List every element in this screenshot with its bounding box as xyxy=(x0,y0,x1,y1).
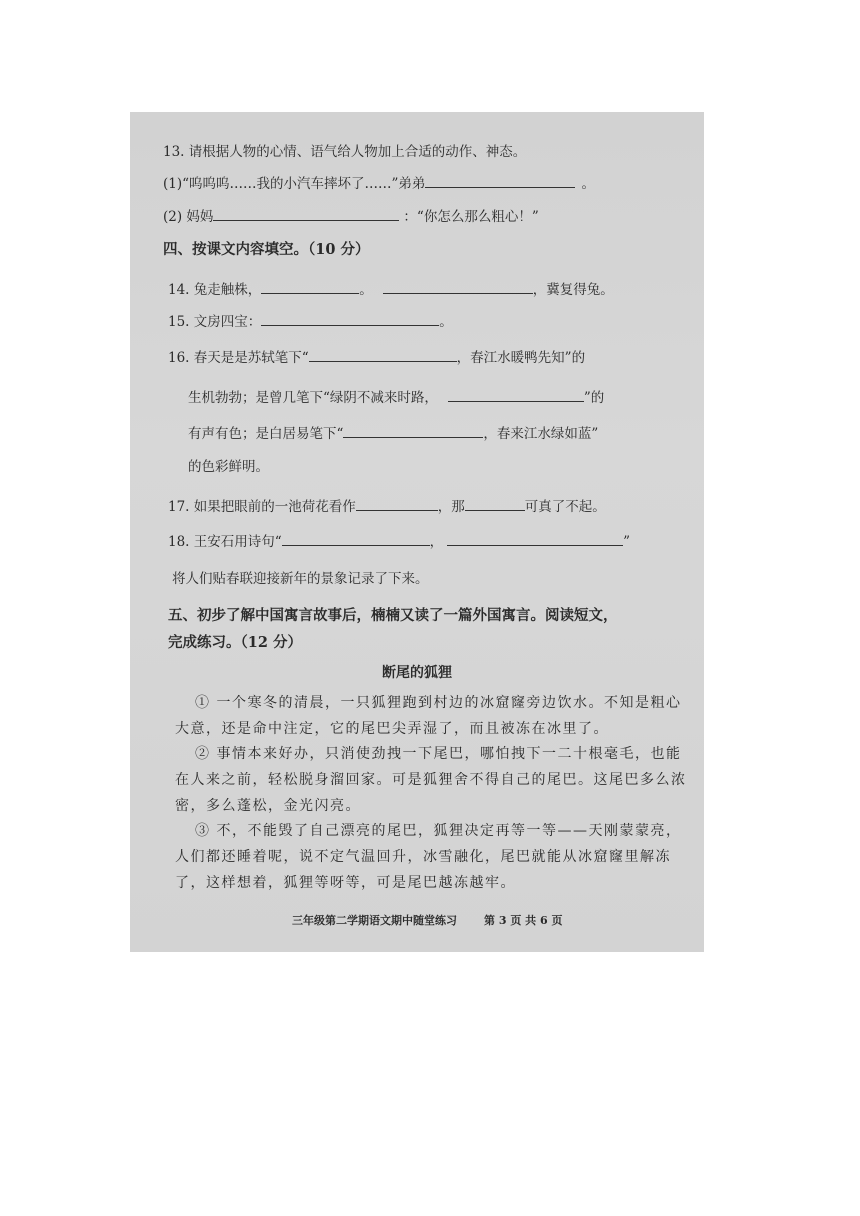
q16-blank-3[interactable] xyxy=(343,425,483,438)
q13-item1 xyxy=(163,172,595,192)
q13-item2 xyxy=(163,205,539,225)
q13-item2-end: ：“你怎么那么粗心！” xyxy=(403,209,539,225)
q18-blank-1[interactable] xyxy=(282,533,430,546)
q13-item2-start: (2) 妈妈 xyxy=(163,209,214,225)
q16-l1-end: ，春江水暖鸭先知”的 xyxy=(456,350,586,366)
q17-blank-2[interactable] xyxy=(465,498,525,511)
q14-start: 14. 兔走触株， xyxy=(168,282,262,298)
q17-blank-1[interactable] xyxy=(356,498,438,511)
q18-end: ” xyxy=(623,534,631,550)
q18-start: 18. 王安石用诗句“ xyxy=(168,534,282,550)
q16-blank-2[interactable] xyxy=(448,389,584,402)
footer-title: 三年级第二学期语文期中随堂练习 xyxy=(292,914,457,927)
q18-blank-2[interactable] xyxy=(447,533,623,546)
q15-end: 。 xyxy=(439,314,453,330)
q14-end: ，冀复得兔。 xyxy=(532,282,614,298)
section4-heading: 四、按课文内容填空。（10 分） xyxy=(163,241,370,258)
q17-end: 可真了不起。 xyxy=(524,499,606,515)
story-paragraph-3: ③ 不，不能毁了自己漂亮的尾巴，狐狸决定再等一等——天刚蒙蒙亮，人们都还睡着呢，说不定气温回升，冰雪融化，尾巴就能从冰窟窿里解冻了，这样想着，狐狸等呀等，可是尾巴越冻越牢。 xyxy=(175,823,682,891)
q13-item1-end: 。 xyxy=(581,176,595,192)
q15 xyxy=(168,310,453,330)
q13-item1-text: (1)“呜呜呜……我的小汽车摔坏了……”弟弟 xyxy=(163,176,426,192)
q17 xyxy=(168,495,606,515)
q16-l2-start: 生机勃勃；是曾几笔下“绿阴不减来时路， xyxy=(188,390,438,406)
q16-l3-end: ，春来江水绿如蓝” xyxy=(483,426,599,442)
q16-line3 xyxy=(188,422,598,442)
q18-mid: ， xyxy=(429,534,444,550)
section5-heading-line2: 完成练习。（12 分） xyxy=(168,634,302,651)
q16-blank-1[interactable] xyxy=(309,349,457,362)
q17-mid: ，那 xyxy=(437,499,465,515)
q16-line4: 的色彩鲜明。 xyxy=(188,459,269,475)
story-paragraph-2: ② 事情本来好办，只消使劲拽一下尾巴，哪怕拽下一二十根毫毛，也能在人来之前，轻松脱身溜回家。可是狐狸舍不得自己的尾巴。这尾巴多么浓密，多么蓬松，金光闪亮。 xyxy=(175,746,687,814)
q15-start: 15. 文房四宝： xyxy=(168,314,262,330)
q15-blank[interactable] xyxy=(261,313,439,326)
q17-start: 17. 如果把眼前的一池荷花看作 xyxy=(168,499,356,515)
q14 xyxy=(168,278,614,298)
q18-line2: 将人们贴春联迎接新年的景象记录了下来。 xyxy=(172,571,429,587)
page-indicator: 第 3 页 共 6 页 xyxy=(484,914,563,927)
q16-l2-end: ”的 xyxy=(583,390,605,406)
q14-blank-2[interactable] xyxy=(383,281,533,294)
story-paragraph-1: ① 一个寒冬的清晨，一只狐狸跑到村边的冰窟窿旁边饮水。不知是粗心大意，还是命中注定，它的尾巴尖弄湿了，而且被冻在冰里了。 xyxy=(175,695,682,737)
q13-prompt: 13. 请根据人物的心情、语气给人物加上合适的动作、神态。 xyxy=(163,144,527,160)
q16-line1 xyxy=(168,346,585,366)
q13-item1-blank[interactable] xyxy=(425,175,575,188)
q13-item2-blank[interactable] xyxy=(213,208,399,221)
q16-l1-start: 16. 春天是是苏轼笔下“ xyxy=(168,350,309,366)
story-title: 断尾的狐狸 xyxy=(382,665,452,681)
q16-line2 xyxy=(188,386,604,406)
q14-mid: 。 xyxy=(359,282,373,298)
q16-l3-start: 有声有色；是白居易笔下“ xyxy=(188,426,344,442)
q14-blank-1[interactable] xyxy=(261,281,359,294)
q18-line1 xyxy=(168,530,630,550)
section5-heading-line1: 五、初步了解中国寓言故事后，楠楠又读了一篇外国寓言。阅读短文， xyxy=(168,607,618,624)
